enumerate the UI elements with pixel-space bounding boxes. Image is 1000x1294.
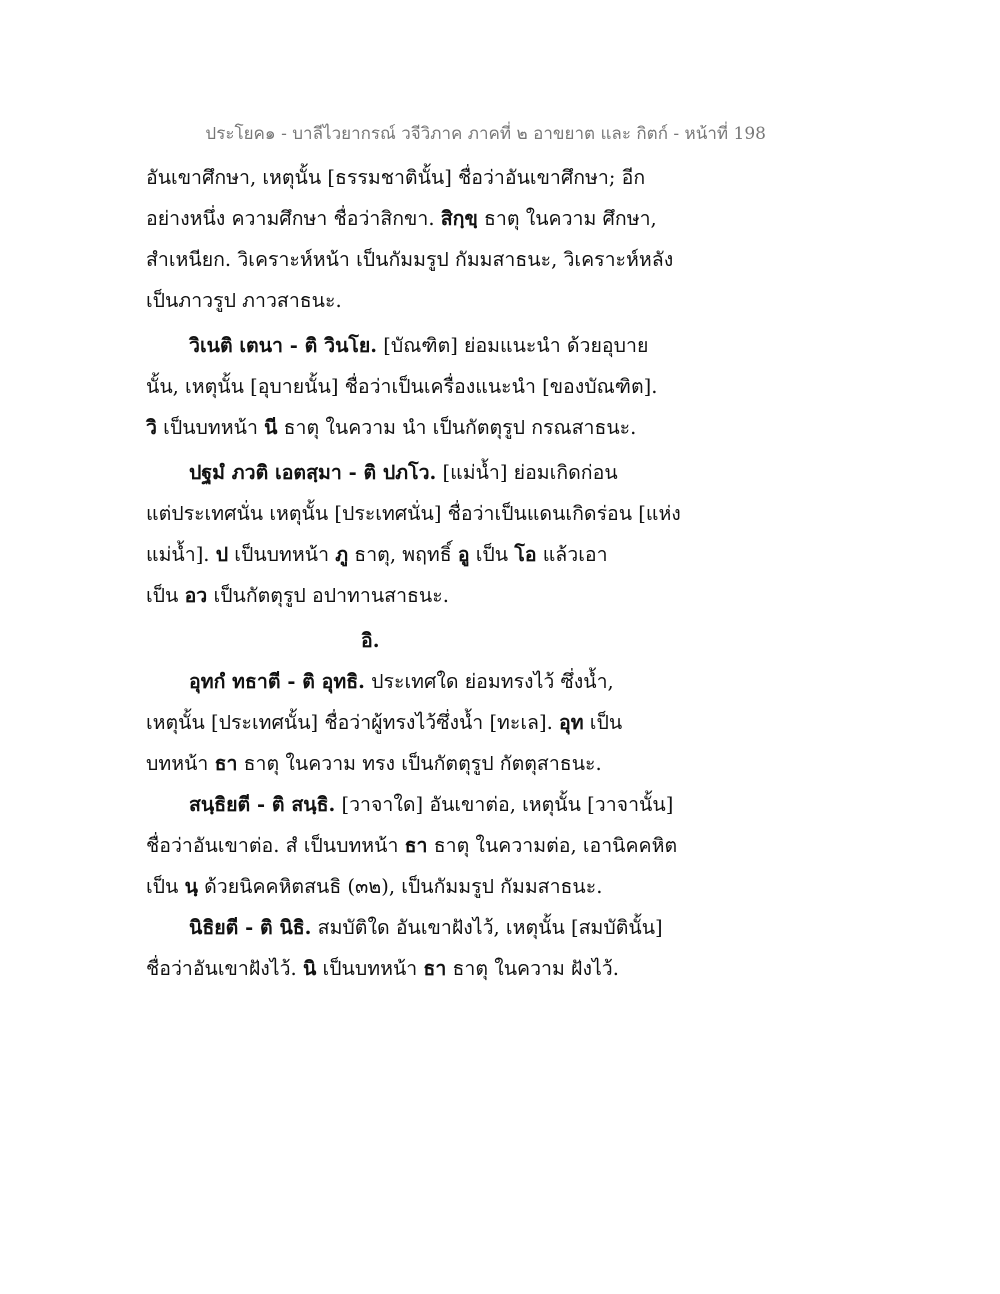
form-term: อว — [184, 584, 208, 607]
text-line: แม่น้ำ]. ป เป็นบทหน้า ภู ธาตุ, พฤทธิ์ อู เป็น โอ แล้วเอา — [146, 543, 608, 566]
prefix-term: วิ — [146, 416, 157, 439]
text-line: ชื่อว่าอันเขาฝังไว้. นิ เป็นบทหน้า ธา ธาตุ ในความ ฝังไว้. — [146, 957, 619, 980]
page-body — [146, 157, 686, 989]
text-line: เป็น นฺ ด้วยนิคคหิตสนธิ (๓๒), เป็นกัมมรูป กัมมสาธนะ. — [146, 875, 603, 898]
text-line: อันเขาศึกษา, เหตุนั้น [ธรรมชาตินั้น] ชื่อว่าอันเขาศึกษา; อีก — [146, 166, 646, 189]
text-line: เป็น อว เป็นกัตตุรูป อปาทานสาธนะ. — [146, 584, 449, 607]
headword: วิเนติ เตนา - ติ วินโย. — [189, 334, 378, 357]
prefix-term: อุท — [559, 711, 584, 734]
headword: นิธิยตี - ติ นิธิ. — [189, 916, 312, 939]
text-line: อุทกํ ทธาตี - ติ อุทธิ. ประเทศใด ย่อมทรงไว้ ซึ่งน้ำ, — [189, 670, 614, 693]
root-term: ภู — [335, 543, 349, 566]
root-term: สิกฺขฺ — [440, 207, 478, 230]
text-line: สำเหนียก. วิเคราะห์หน้า เป็นกัมมรูป กัมมสาธนะ, วิเคราะห์หลัง — [146, 248, 674, 271]
text-line: แต่ประเทศนั่น เหตุนั้น [ประเทศนั่น] ชื่อว่าเป็นแดนเกิดร่อน [แห่ง — [146, 502, 681, 525]
headword: อุทกํ ทธาตี - ติ อุทธิ. — [189, 670, 365, 693]
text-line: นั้น, เหตุนั้น [อุบายนั้น] ชื่อว่าเป็นเครื่องแนะนำ [ของบัณฑิต]. — [146, 375, 658, 398]
text-line: นิธิยตี - ติ นิธิ. สมบัติใด อันเขาฝังไว้, เหตุนั้น [สมบัตินั้น] — [189, 916, 663, 939]
root-term: ธา — [404, 834, 428, 857]
prefix-term: นิ — [302, 957, 317, 980]
text-line: วิเนติ เตนา - ติ วินโย. [บัณฑิต] ย่อมแนะนำ ด้วยอุบาย — [189, 334, 649, 357]
text-line: สนฺธิยตี - ติ สนฺธิ. [วาจาใด] อันเขาต่อ, เหตุนั้น [วาจานั้น] — [189, 793, 674, 816]
text-line: วิ เป็นบทหน้า นี ธาตุ ในความ นำ เป็นกัตตุรูป กรณสาธนะ. — [146, 416, 637, 439]
text-line: ชื่อว่าอันเขาต่อ. สํ เป็นบทหน้า ธา ธาตุ ในความต่อ, เอานิคคหิต — [146, 834, 678, 857]
text-line: เหตุนั้น [ประเทศนั้น] ชื่อว่าผู้ทรงไว้ซึ่งน้ำ [ทะเล]. อุท เป็น — [146, 711, 623, 734]
prefix-term: ป — [215, 543, 229, 566]
vowel-term: อู — [457, 543, 470, 566]
section-title: อิ. — [361, 629, 380, 652]
root-term: ธา — [214, 752, 238, 775]
text-line: บทหน้า ธา ธาตุ ในความ ทรง เป็นกัตตุรูป กัตตุสาธนะ. — [146, 752, 602, 775]
form-term: นฺ — [184, 875, 198, 898]
text-line: ปฐมํ ภวติ เอตสฺมา - ติ ปภโว. [แม่น้ำ] ย่อมเกิดก่อน — [189, 461, 618, 484]
headword: สนฺธิยตี - ติ สนฺธิ. — [189, 793, 336, 816]
root-term: ธา — [423, 957, 447, 980]
root-term: นี — [264, 416, 278, 439]
text-line: อย่างหนึ่ง ความศึกษา ชื่อว่าสิกขา. สิกฺขฺ ธาตุ ในความ ศึกษา, — [146, 207, 657, 230]
vowel-term: โอ — [514, 543, 537, 566]
text-line: เป็นภาวรูป ภาวสาธนะ. — [146, 289, 342, 312]
headword: ปฐมํ ภวติ เอตสฺมา - ติ ปภโว. — [189, 461, 437, 484]
page-header: ประโยค๑ - บาลีไวยากรณ์ วจีวิภาค ภาคที่ ๒ อาขยาต และ กิตก์ - หน้าที่ 198 — [205, 124, 766, 144]
